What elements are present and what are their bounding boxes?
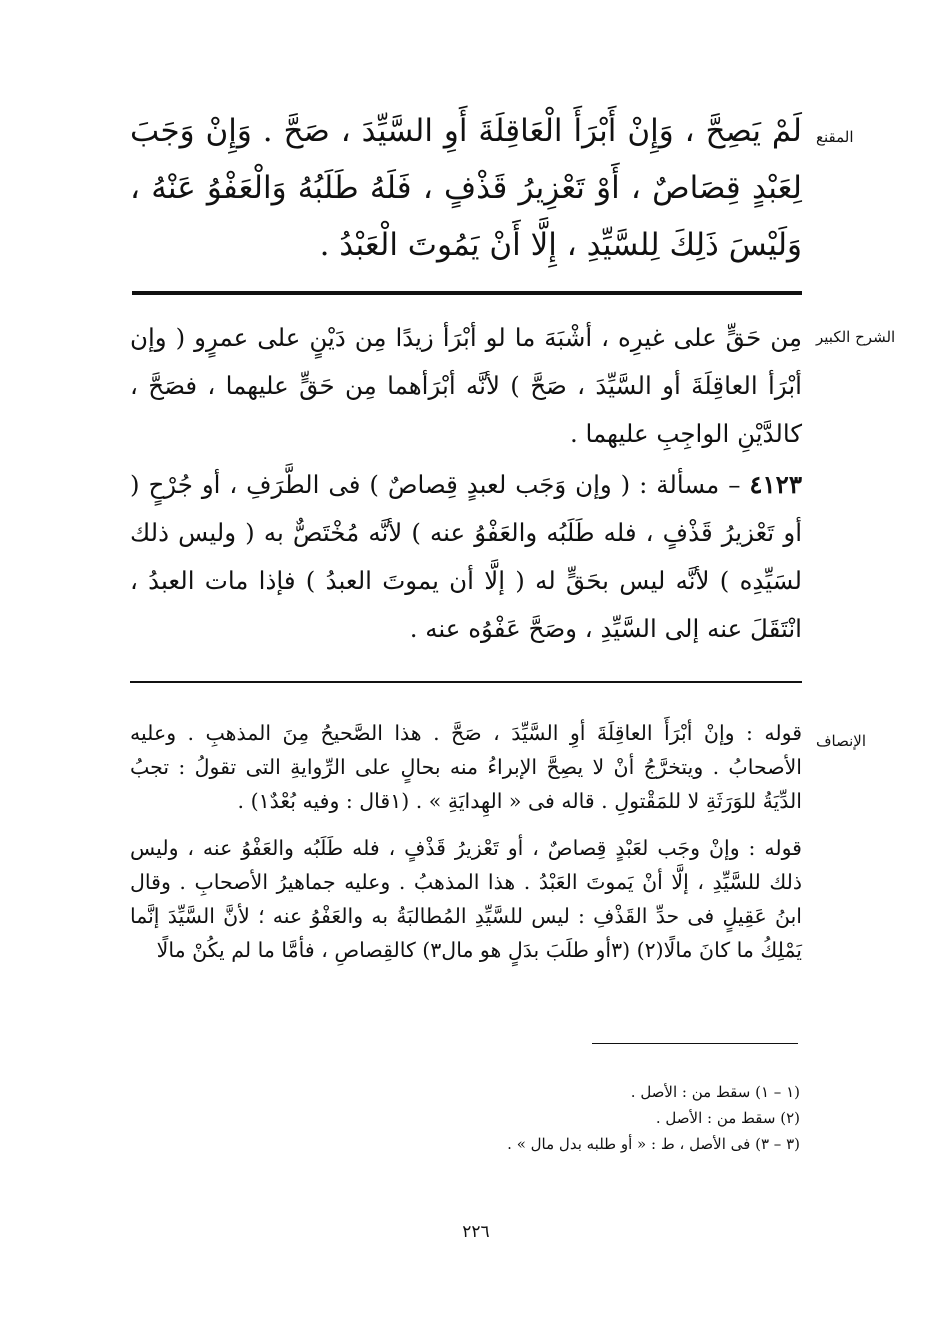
section-divider-thick — [132, 291, 802, 295]
sharh-paragraph-2 — [130, 461, 802, 653]
section-label-muqni: المقنع — [816, 128, 854, 146]
muqni-text: لَمْ يَصِحَّ ، وَإِنْ أَبْرَأَ الْعَاقِلَةَ أَوِ السَّيِّدَ ، صَحَّ . وَإِنْ وَجَبَ لِعَبْدٍ قِصَاصٌ ، أَوْ تَعْزِيرُ قَذْفٍ ، فَلَهُ طَلَبُهُ وَالْعَفْوُ عَنْهُ ، وَلَيْسَ ذَلِكَ لِلسَّيِّدِ ، إِلَّا أَنْ يَمُوتَ الْعَبْدُ . — [130, 113, 802, 263]
section-label-insaf: الإنصاف — [816, 732, 867, 750]
footnote-2: (٢) سقط من : الأصل . — [655, 1109, 800, 1127]
masala-text: – مسألة : ( وإن وَجَب لعبدٍ قِصاصٌ ) فى الطَّرَفِ ، أو جُرْحٍ ( أو تَعْزيرُ قَذْفٍ ، فله طَلَبُه والعَفْوُ عنه ) لأنَّه مُخْتَصٌّ به ( وليس ذلك لسَيِّدِه ) لأنَّه ليس بحَقٍّ له ( إلَّا أن يموتَ العبدُ ) فإذا مات العبدُ ، انْتَقَلَ عنه إلى السَّيِّدِ ، وصَحَّ عَفْوُه عنه . — [130, 470, 802, 643]
masala-number: ٤١٢٣ — [749, 470, 802, 499]
section-divider-thin — [130, 681, 802, 683]
insaf-paragraph-1: قوله : وإنْ أبْرَأَ العاقِلَةَ أوِ السَّيِّدَ ، صَحَّ . هذا الصَّحيحُ مِنَ المذهبِ . وعليه الأصحابُ . ويتخرَّجُ أنْ لا يصِحَّ الإبراءُ منه بحالٍ على الرِّوايةِ التى تقولُ : تجبُ الدِّيَةُ للوَرَثَةِ لا للمَقْتولِ . قاله فى « الهِدايَةِ » . (١قال : وفيه بُعْدٌ١) . — [130, 721, 802, 813]
footnote-3: (٣ – ٣) فى الأصل ، ط : « أو طلبه بدل مال » . — [507, 1135, 800, 1153]
footnote-1: (١ – ١) سقط من : الأصل . — [630, 1083, 800, 1101]
sharh-section — [130, 314, 802, 653]
insaf-section — [130, 716, 802, 967]
page-number: ٢٢٦ — [462, 1222, 490, 1242]
insaf-paragraph-2: قوله : وإنْ وجَب لعَبْدٍ قِصاصٌ ، أو تَعْزيرُ قَذْفٍ ، فله طَلَبُه والعَفْوُ عنه ، وليس ذلك للسَّيِّدِ ، إلَّا أنْ يَموتَ العَبْدُ . هذا المذهبُ . وعليه جماهيرُ الأصحابِ . وقال ابنُ عَقِيلٍ فى حدِّ القَذْفِ : ليس للسَّيِّدِ المُطالبَةُ به والعَفْوُ عنه ؛ لأنَّ السَّيِّدَ إنَّما يَمْلِكُ ما كانَ مالًا(٢) (٣أو طلَبَ بدَلٍ هو مال٣) كالقِصاصِ ، فأمَّا ما لم يكُنْ مالًا — [130, 836, 802, 962]
footnote-divider — [592, 1043, 798, 1044]
sharh-paragraph-1: مِن حَقٍّ على غيرِه ، أشْبَهَ ما لو أبْرَأ زيدًا مِن دَيْنٍ على عمرٍو ( وإن أبْرَأ العاقِلَةَ أو السَّيِّدَ ، صَحَّ ) لأنَّه أبْرَأهما مِن حَقٍّ عليهما ، فصَحَّ ، كالدَّيْنِ الواجِبِ عليهما . — [130, 323, 802, 448]
section-label-sharh: الشرح الكبير — [816, 328, 896, 346]
footnotes — [300, 1079, 800, 1157]
